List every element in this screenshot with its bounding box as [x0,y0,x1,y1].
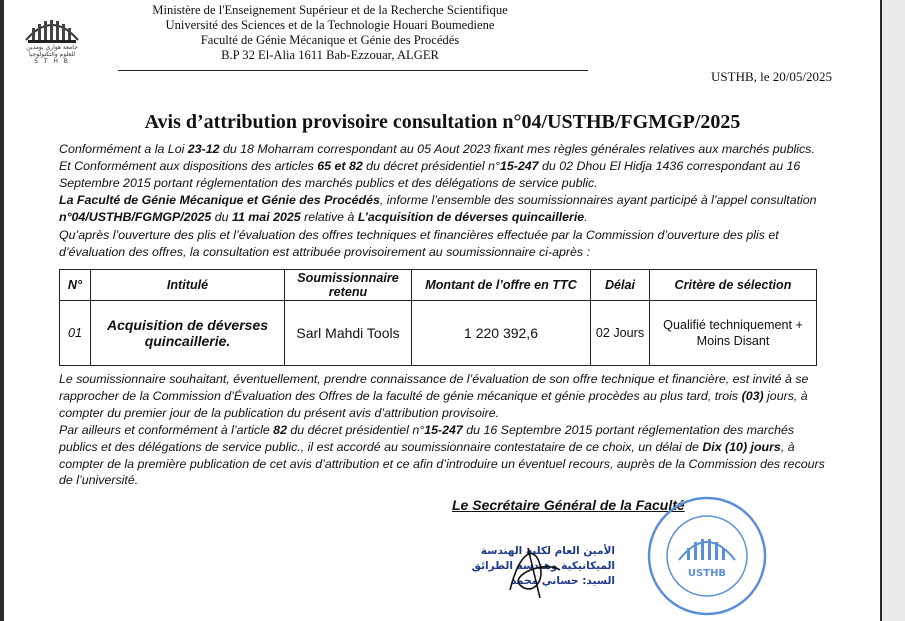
arabic-line-3: السيد: حساني محمد [510,575,615,587]
intro-paragraph-faculty: La Faculté de Génie Mécanique et Génie des Procédés, informe l’ensemble des soumissionnaires ayant participé à l’appel consultation n°04/USTHB/FGMGP/2025 du 11 mai 2025 relative à L’acquisition de déverses quincaillerie. [59,193,817,224]
header-montant: Montant de l’offre en TTC [412,270,591,301]
signatory-title: Le Secrétaire Général de la Faculté [452,497,685,513]
header-soumissionnaire: Soumissionnaire retenu [285,270,412,301]
document-title: Avis d’attribution provisoire consultation n°04/USTHB/FGMGP/2025 [144,111,741,133]
institution-header [120,3,540,63]
header-faculty: Faculté de Génie Mécanique et Génie des Procédés [200,33,460,47]
right-frame-edge [880,0,905,621]
logo-arabic-text: جامعة هواري بومدين للعلوم والتكنولوجيا [26,44,78,58]
paragraph-recourse: Par ailleurs et conformément à l’article 82 du décret présidentiel n°15-247 du 16 Septembre 2015 portant réglementation des marchés publics et des délégations de service public., il est accordé au soumissionnaire contestataire de ce choix, un délai de Dix (10) jours, à compter de la première publication de cet avis d’attribution et ce afin d’introduire un éventuel recours, auprès de la Commission des recours de l’université. [59,423,825,488]
header-divider [118,70,588,71]
arabic-line-1: الأمين العام لكلية الهندسة [480,545,615,557]
attribution-table [59,269,817,366]
header-ministry: Ministère de l'Enseignement Supérieur et de la Recherche Scientifique [152,3,508,17]
cell-num: 01 [60,301,91,366]
handwritten-signature-icon [500,540,570,600]
cell-intitule: Acquisition de déverses quincaillerie. [91,301,285,366]
cell-soumissionnaire: Sarl Mahdi Tools [285,301,412,366]
logo-initials: S T H B [34,58,70,65]
header-delai: Délai [591,270,650,301]
cell-delai: 02 Jours [591,301,650,366]
cell-critere: Qualifié techniquement + Moins Disant [650,301,817,366]
paragraph-evaluation-access: Le soumissionnaire souhaitant, éventuellement, prendre connaissance de l’évaluation de son offre technique et financière, est invité à se rapprocher de la Commission d’Évaluation des Offres de la faculté de génie mécanique et génie procèdes au plus tard, trois (03) jours, à compter du premier jour de la publication du présent avis d’attribution provisoire. [59,372,809,420]
intro-paragraph-law: Conformément a la Loi 23-12 du 18 Moharram correspondant au 05 Aout 2023 fixant mes règles générales relatives aux marchés publics. [59,142,815,156]
intro-paragraph-evaluation: Qu’après l’ouverture des plis et l’évaluation des offres techniques et financières effectuée par la Commission d’ouverture des plis et d’évaluation des offres, la consultation est attribuée provisoirement au soumissionnaire ci-après : [59,228,779,259]
header-address: B.P 32 El-Alia 1611 Bab-Ezzouar, ALGER [221,48,439,62]
official-stamp-icon [645,494,769,618]
left-frame-edge [0,0,4,621]
header-num: N° [60,270,91,301]
header-intitule: Intitulé [91,270,285,301]
header-critere: Critère de sélection [650,270,817,301]
header-university: Université des Sciences et de la Technologie Houari Boumediene [165,18,495,32]
logo-caption [20,44,84,65]
arabic-line-2: الميكانيكية وهندسة الطرائق [471,560,615,572]
document-date: USTHB, le 20/05/2025 [711,69,832,84]
stamp-label: USTHB [687,568,727,579]
table-row [60,301,817,366]
cell-montant: 1 220 392,6 [412,301,591,366]
intro-paragraph-decree: Et Conformément aux dispositions des articles 65 et 82 du décret présidentiel n°15-247 du 02 Dhou El Hidja 1436 correspondant au 16 Septembre 2015 portant réglementation des marchés publics et des délégations de service public. [59,159,801,190]
table-header-row [60,270,817,301]
